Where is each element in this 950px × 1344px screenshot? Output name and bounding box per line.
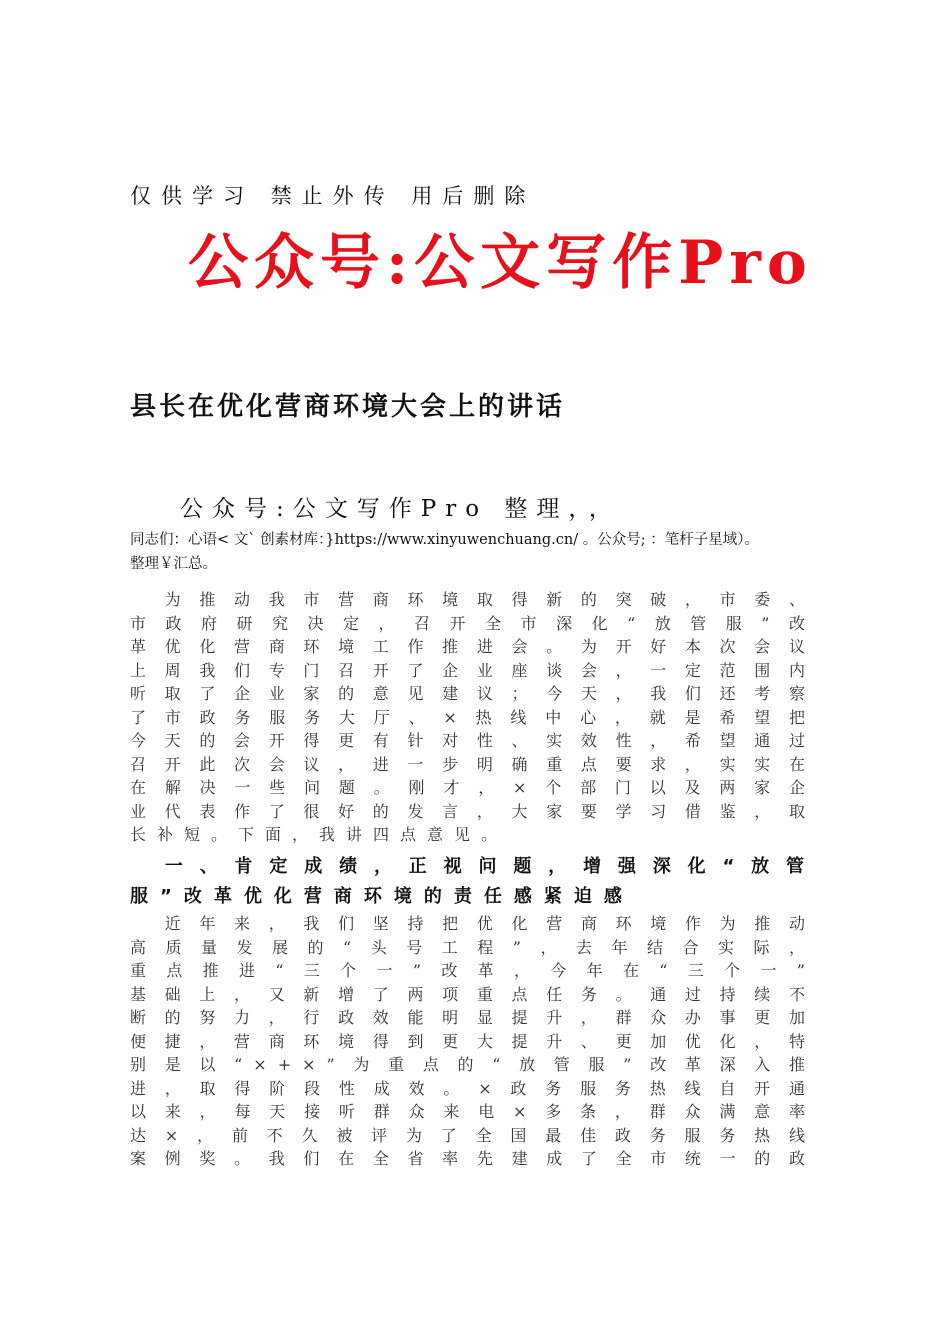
section-heading-1 <box>130 852 816 912</box>
text-line: 以来，每天接听群众来电×多条，群众满意率 <box>130 1102 816 1121</box>
document-title: 县长在优化营商环境大会上的讲话 <box>130 392 566 422</box>
text-line: 革优化营商环境工作推进会。为开好本次会议 <box>130 637 816 656</box>
heading-line: 一、肯定成绩，正视问题，增强深化“放管 <box>130 856 816 877</box>
credit-line: 整理￥汇总。 <box>130 556 217 572</box>
text-line: 市政府研究决定，召开全市深化“放管服”改 <box>130 613 816 633</box>
notice-text: 仅供学习 禁止外传 用后删除 <box>130 184 536 208</box>
paragraph-section-1 <box>130 912 816 1171</box>
text-line: 别是以“×+×”为重点的“放管服”改革深入推 <box>130 1055 816 1074</box>
text-line: 听取了企业家的意见建议；今天，我们还考察 <box>130 684 816 703</box>
text-line: 断的努力，行政效能明显提升，群众办事更加 <box>130 1008 816 1027</box>
text-line: 了市政务服务大厅、×热线中心，就是希望把 <box>130 707 816 727</box>
text-line: 今天的会开得更有针对性、实效性，希望通过 <box>130 731 816 750</box>
paragraph-intro <box>130 588 816 847</box>
text-line: 重点推进“三个一”改革，今年在“三个一” <box>130 961 816 980</box>
text-line: 上周我们专门召开了企业座谈会，一定范围内 <box>130 660 816 680</box>
heading-line: 服”改革优化营商环境的责任感紧迫感 <box>130 886 634 907</box>
credit-block <box>130 528 830 576</box>
text-line: 在解决一些问题。刚才，×个部门以及两家企 <box>130 778 816 797</box>
subtitle-line: 公众号:公文写作Pro 整理，， <box>180 496 621 522</box>
text-line: 便捷，营商环境得到更大提升、更加优化，特 <box>130 1031 816 1051</box>
text-line: 业代表作了很好的发言，大家要学习借鉴，取 <box>130 801 816 821</box>
brand-banner: 公众号:公文写作Pro <box>188 228 813 298</box>
text-line: 召开此次会议，进一步明确重点要求，实实在 <box>130 754 816 774</box>
text-line: 达×，前不久被评为了全国最佳政务服务热线 <box>130 1125 816 1145</box>
text-line: 高质量发展的“头号工程”，去年结合实际， <box>130 937 816 957</box>
text-line: 为推动我市营商环境取得新的突破，市委、 <box>130 590 816 609</box>
credit-line: 同志们：心语< 文` 创素材库：}https://www.xinyuwenchuang.cn/ 。公众号; ：笔杆子星域）。 <box>130 532 759 548</box>
text-line: 近年来，我们坚持把优化营商环境作为推动 <box>130 914 816 933</box>
text-line: 长补短。下面，我讲四点意见。 <box>130 825 509 844</box>
text-line: 进，取得阶段性成效。×政务服务热线自开通 <box>130 1078 816 1098</box>
text-line: 基础上，又新增了两项重点任务。通过持续不 <box>130 984 816 1004</box>
text-line: 案例奖。我们在全省率先建成了全市统一的政 <box>130 1149 816 1168</box>
